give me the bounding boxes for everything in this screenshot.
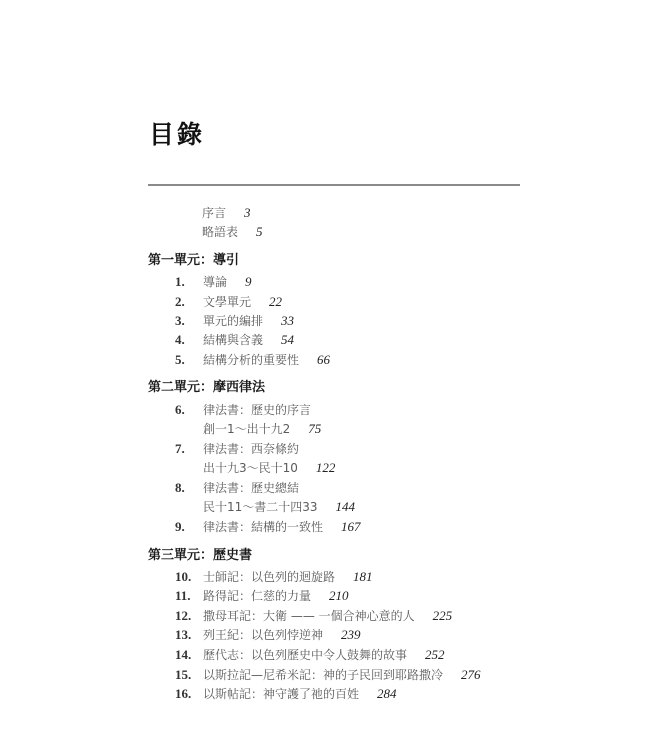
entry-number: 1. [175,274,185,289]
entry-number: 3. [175,313,185,328]
entry-title [203,332,294,348]
front-matter-label: 略語表 [202,225,239,239]
front-matter-item [202,205,251,221]
entry-title-text: 以斯拉記—尼希米記：神的子民回到耶路撒冷 [203,668,444,682]
entry-title-text: 單元的編排 [203,314,264,328]
page-number: 181 [353,569,373,584]
page-number: 75 [308,421,322,436]
entry-number: 5. [175,352,185,367]
entry-number: 7. [175,441,185,456]
entry-number: 2. [175,294,185,309]
entry-range-text: 民十11～書二十四33 [203,500,318,514]
page-number: 225 [432,608,453,623]
entry-title [203,569,373,585]
section-heading: 第三單元：歷史書 [148,548,253,563]
title-divider [148,184,520,186]
page-number: 22 [269,294,283,309]
entry-title-text: 結構分析的重要性 [203,353,300,367]
entry-subtitle [203,460,335,476]
entry-title [203,313,294,329]
entry-title-text: 導論 [203,275,228,289]
entry-subtitle [203,499,355,515]
section-heading: 第二單元：摩西律法 [148,380,266,395]
entry-number: 8. [175,480,185,495]
entry-number: 16. [175,686,192,701]
entry-title [203,647,445,663]
page-number: 167 [341,519,361,534]
page-number: 284 [377,686,397,701]
page-title: 目錄 [149,120,206,149]
entry-title-text: 士師記：以色列的迴旋路 [203,570,336,584]
page-number: 54 [281,332,295,347]
page-number: 3 [244,205,251,220]
front-matter-label: 序言 [202,206,227,220]
entry-title-text: 列王紀：以色列悖逆神 [203,628,324,642]
entry-title-text: 以斯帖記：神守護了祂的百姓 [203,687,360,701]
entry-title-text: 律法書：歷史總結 [203,481,300,495]
entry-title [203,274,252,290]
entry-title-text: 歷代志：以色列歷史中令人鼓舞的故事 [203,648,408,662]
entry-range-text: 出十九3～民十10 [203,461,298,475]
entry-title-text: 律法書：歷史的序言 [203,403,312,417]
front-matter-item [202,224,263,240]
entry-number: 12. [175,608,192,623]
entry-title [203,519,361,535]
entry-title-text: 律法書：西奈條約 [203,442,300,456]
page-number: 122 [315,460,336,475]
entry-title [203,627,361,643]
entry-number: 15. [175,667,192,682]
entry-title [203,294,282,310]
page-number: 239 [341,627,361,642]
page-number: 276 [461,667,481,682]
entry-title [203,352,330,368]
entry-number: 4. [175,332,185,347]
entry-number: 11. [175,588,191,603]
entry-number: 14. [175,647,192,662]
entry-title [203,608,452,624]
entry-number: 6. [175,402,185,417]
entry-title [203,667,481,683]
entry-title-text: 撒母耳記：大衛 —— 一個合神心意的人 [203,609,415,623]
entry-title-text: 結構與含義 [203,333,264,347]
entry-number: 9. [175,519,185,534]
page-number: 252 [425,647,445,662]
section-heading: 第一單元：導引 [148,253,240,268]
entry-title [203,686,397,702]
page-number: 33 [281,313,295,328]
page-number: 66 [317,352,331,367]
entry-title-text: 律法書：結構的一致性 [203,520,324,534]
page-number: 9 [245,274,252,289]
page-number: 144 [335,499,356,514]
entry-number: 10. [175,569,192,584]
entry-title [203,588,349,604]
page-number: 210 [329,588,349,603]
entry-title-text: 文學單元 [203,295,252,309]
entry-number: 13. [175,627,192,642]
entry-subtitle [203,421,321,437]
entry-title-text: 路得記：仁慈的力量 [203,589,312,603]
page-number: 5 [256,224,263,239]
entry-range-text: 創一1～出十九2 [203,422,291,436]
